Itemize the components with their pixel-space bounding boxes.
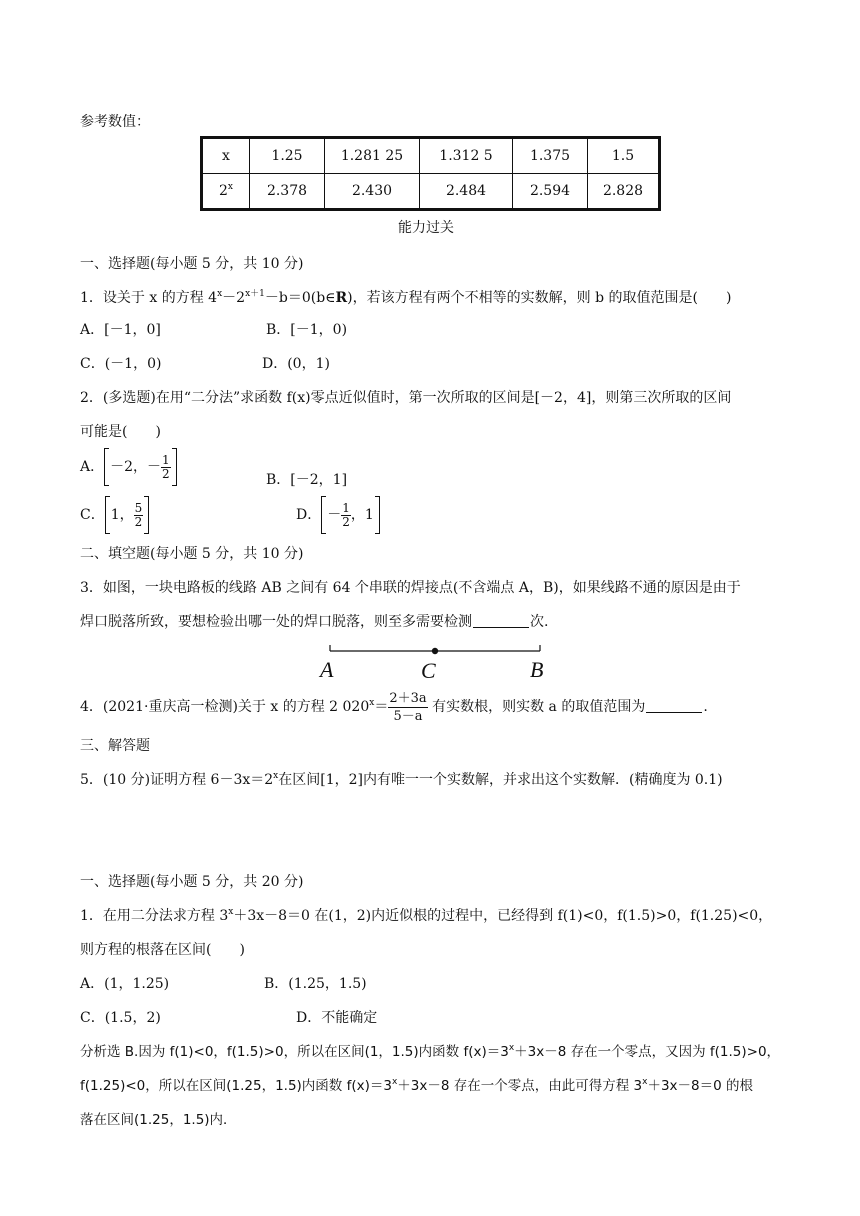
table-cell: 2.484 (420, 174, 513, 210)
option-d: D．不能确定 (296, 1010, 378, 1026)
reference-table (200, 136, 661, 211)
option-c: C．(1.5，2) (80, 1010, 161, 1026)
table-cell: 1.5 (588, 138, 660, 174)
point-a-label: A (320, 657, 334, 682)
circuit-diagram (310, 640, 560, 682)
table-cell: 2.378 (250, 174, 325, 210)
part3-heading: 三、解答题 (80, 738, 150, 754)
option-c: C． 1， $\frac{5}{2}$ (80, 496, 149, 534)
part4-heading: 一、选择题(每小题 5 分，共 20 分) (80, 874, 304, 890)
question-5: 5．(10 分)证明方程 $6-3x=2^x$在区间[1，2]内有唯一一个实数解，并求出这个实数解．(精确度为 0.1) (80, 771, 723, 788)
question-3-line2: 焊口脱落所致，要想检验出哪一处的焊口脱落，则至多需要检测 次. (80, 614, 549, 630)
table-cell: 1.312 5 (420, 138, 513, 174)
table-cell: 1.25 (250, 138, 325, 174)
analysis-line2: f(1.25)<0，所以在区间(1.25，1.5)内函数 $f(x)=3^x+3x-8$ 存在一个零点，由此可得方程 $3^x+3x-8=0$ 的根 (80, 1077, 754, 1094)
question-1-line2: 则方程的根落在区间( ) (80, 942, 245, 958)
reference-label: 参考数值： (80, 114, 150, 130)
table-cell: 2.430 (325, 174, 420, 210)
table-row (202, 174, 660, 210)
table-cell: 1.375 (513, 138, 588, 174)
analysis-line1: 分析选 B.因为 f(1)<0，f(1.5)>0，所以在区间(1，1.5)内函数 $f(x)=3^x+3x-8$ 存在一个零点，又因为 f(1.5)>0， (80, 1043, 781, 1060)
table-cell: x (202, 138, 250, 174)
option-a: A． －2，－ $\frac{1}{2}$ (80, 448, 177, 486)
question-4: 4．(2021·重庆高一检测)关于 x 的方程 2 $020^x=$ $\frac{2+3a}{5-a}$ 有实数根，则实数 a 的取值范围为 . (80, 690, 708, 724)
table-cell: 1.281 25 (325, 138, 420, 174)
table-cell: 2.594 (513, 174, 588, 210)
section-title: 能力过关 (398, 220, 454, 236)
part2-heading: 二、填空题(每小题 5 分，共 10 分) (80, 546, 304, 562)
option-b: B．[－2，1] (266, 472, 348, 488)
option-c: C．(－1，0) (80, 356, 162, 372)
table-row (202, 138, 660, 174)
question-1: 1．设关于 x 的方程 $4^x-2^{x+1}-b=0(b\in R)$，若该方程有两个不相等的实数解，则 b 的取值范围是( ) (80, 289, 732, 306)
option-d: D． － $\frac{1}{2}$ ，1 (296, 496, 380, 534)
part1-heading: 一、选择题(每小题 5 分，共 10 分) (80, 256, 304, 272)
option-a: A．(1，1.25) (80, 976, 170, 992)
option-a: A．[－1，0] (80, 322, 161, 338)
table-cell: 2$^x$ (202, 174, 250, 210)
table-cell: 2.828 (588, 174, 660, 210)
point-c-label: C (421, 658, 436, 682)
option-b: B．(1.25，1.5) (264, 976, 367, 992)
analysis-line3: 落在区间(1.25，1.5)内． (80, 1112, 237, 1128)
question-1: 1．在用二分法求方程 $3^x+3x-8=0$ 在(1，2)内近似根的过程中，已经得到 f(1)<0，f(1.5)>0，f(1.25)<0， (80, 907, 773, 924)
option-b: B．[－1，0) (266, 322, 348, 338)
question-2-line2: 可能是( ) (80, 424, 161, 440)
question-2-line1: 2．(多选题)在用“二分法”求函数 f(x)零点近似值时，第一次所取的区间是[－2，4]，则第三次所取的区间 (80, 390, 732, 406)
point-b-label: B (530, 657, 544, 682)
question-3-line1: 3．如图，一块电路板的线路 AB 之间有 64 个串联的焊接点(不含端点 A，B)，如果线路不通的原因是由于 (80, 580, 741, 596)
option-d: D．(0，1) (262, 356, 330, 372)
